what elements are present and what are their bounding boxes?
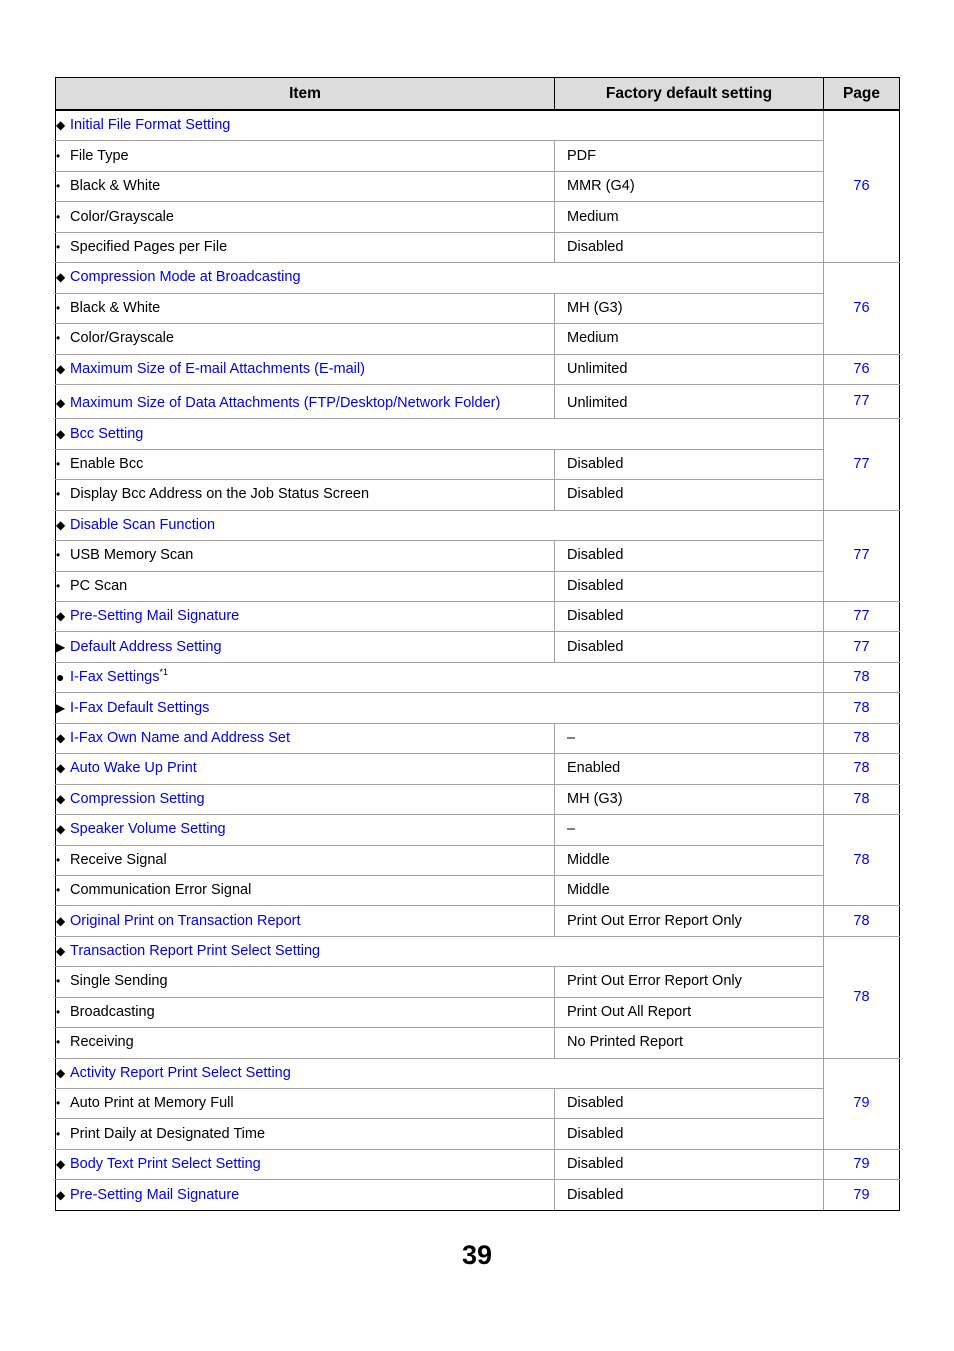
bullet-icon: • xyxy=(56,974,61,989)
setting-link[interactable]: I-Fax Own Name and Address Set xyxy=(70,729,291,746)
table-row xyxy=(56,754,900,784)
table-row xyxy=(56,693,900,723)
default-value: – xyxy=(555,723,824,753)
item-entry[interactable] xyxy=(56,608,554,625)
bullet-icon: • xyxy=(56,487,61,502)
default-value: MMR (G4) xyxy=(555,171,824,201)
item-cell xyxy=(56,662,824,692)
bullet-icon: • xyxy=(56,209,61,224)
setting-link[interactable]: Initial File Format Setting xyxy=(70,117,231,134)
page-link[interactable]: 77 xyxy=(824,602,900,632)
setting-link[interactable]: Maximum Size of Data Attachments (FTP/Desktop/Network Folder) xyxy=(70,395,501,412)
item-entry[interactable] xyxy=(56,913,554,930)
setting-label: Color/Grayscale xyxy=(70,208,174,225)
table-row xyxy=(56,354,900,384)
item-cell xyxy=(56,754,555,784)
diamond-icon: ◆ xyxy=(56,761,66,776)
item-cell xyxy=(56,354,555,384)
item-entry xyxy=(56,1034,554,1051)
item-entry[interactable] xyxy=(56,1187,554,1204)
item-cell xyxy=(56,906,555,936)
default-value: Enabled xyxy=(555,754,824,784)
item-cell xyxy=(56,384,555,418)
diamond-icon: ◆ xyxy=(56,730,66,745)
default-value: Medium xyxy=(555,202,824,232)
page-link[interactable]: 78 xyxy=(824,906,900,936)
setting-link[interactable]: Pre-Setting Mail Signature xyxy=(70,1186,240,1203)
bullet-icon: • xyxy=(56,1004,61,1019)
default-value: MH (G3) xyxy=(555,784,824,814)
setting-label: Broadcasting xyxy=(70,1003,155,1020)
item-cell xyxy=(56,324,555,354)
diamond-icon: ◆ xyxy=(56,791,66,806)
setting-link[interactable]: Activity Report Print Select Setting xyxy=(70,1064,291,1081)
item-entry[interactable] xyxy=(56,639,554,656)
table-row xyxy=(56,171,900,201)
page-link[interactable]: 78 xyxy=(824,662,900,692)
triangle-right-icon: ▶ xyxy=(56,700,66,715)
item-cell xyxy=(56,784,555,814)
table-row xyxy=(56,571,900,601)
item-entry[interactable] xyxy=(56,517,823,534)
table-row xyxy=(56,419,900,449)
item-cell xyxy=(56,632,555,662)
header-row xyxy=(56,78,900,111)
diamond-icon: ◆ xyxy=(56,517,66,532)
page-link[interactable]: 78 xyxy=(824,784,900,814)
table-row xyxy=(56,997,900,1027)
footnote-marker: *1 xyxy=(159,667,168,678)
item-entry xyxy=(56,973,554,990)
table-row xyxy=(56,293,900,323)
item-cell xyxy=(56,293,555,323)
default-value: Disabled xyxy=(555,541,824,571)
table-row xyxy=(56,632,900,662)
item-cell xyxy=(56,1119,555,1149)
bullet-icon: • xyxy=(56,179,61,194)
setting-label: USB Memory Scan xyxy=(70,547,194,564)
item-cell xyxy=(56,202,555,232)
default-value: Disabled xyxy=(555,1149,824,1179)
setting-link[interactable]: Pre-Setting Mail Signature xyxy=(70,608,240,625)
table-row xyxy=(56,815,900,845)
item-entry xyxy=(56,547,554,564)
diamond-icon: ◆ xyxy=(56,426,66,441)
item-entry[interactable] xyxy=(56,760,554,777)
item-cell xyxy=(56,141,555,171)
default-value: PDF xyxy=(555,141,824,171)
item-entry xyxy=(56,852,554,869)
setting-label: File Type xyxy=(70,147,129,164)
page-link[interactable]: 78 xyxy=(824,815,900,906)
bullet-icon: • xyxy=(56,331,61,346)
table-row xyxy=(56,449,900,479)
bullet-icon: • xyxy=(56,578,61,593)
table-row xyxy=(56,845,900,875)
setting-label: Black & White xyxy=(70,178,161,195)
setting-link[interactable]: I-Fax Settings xyxy=(70,669,160,686)
item-entry xyxy=(56,1095,554,1112)
default-value: Disabled xyxy=(555,1089,824,1119)
table-row xyxy=(56,1180,900,1210)
bullet-icon: • xyxy=(56,1126,61,1141)
item-cell xyxy=(56,1180,555,1210)
default-value: Print Out Error Report Only xyxy=(555,967,824,997)
item-cell xyxy=(56,845,555,875)
table-row xyxy=(56,936,900,966)
item-entry xyxy=(56,300,554,317)
header-default: Factory default setting xyxy=(555,78,824,111)
item-entry[interactable] xyxy=(56,1156,554,1173)
page-link[interactable]: 78 xyxy=(824,936,900,1058)
bullet-icon: • xyxy=(56,548,61,563)
table-row xyxy=(56,110,900,141)
setting-label: PC Scan xyxy=(70,577,128,594)
diamond-icon: ◆ xyxy=(56,1157,66,1172)
page-link[interactable]: 77 xyxy=(824,419,900,510)
item-cell xyxy=(56,1058,824,1088)
item-entry xyxy=(56,1004,554,1021)
item-cell xyxy=(56,997,555,1027)
item-entry[interactable] xyxy=(56,700,823,717)
diamond-icon: ◆ xyxy=(56,944,66,959)
page-number: 39 xyxy=(461,1240,493,1270)
item-entry[interactable] xyxy=(56,269,823,286)
default-value: Unlimited xyxy=(555,354,824,384)
setting-label: Single Sending xyxy=(70,973,168,990)
table-row xyxy=(56,480,900,510)
table-row xyxy=(56,1119,900,1149)
diamond-icon: ◆ xyxy=(56,1065,66,1080)
item-entry xyxy=(56,148,554,165)
setting-label: Color/Grayscale xyxy=(70,330,174,347)
setting-link[interactable]: Auto Wake Up Print xyxy=(70,760,197,777)
page-link[interactable]: 76 xyxy=(824,263,900,354)
table-row xyxy=(56,875,900,905)
table-row xyxy=(56,510,900,540)
page-link[interactable]: 79 xyxy=(824,1149,900,1179)
bullet-icon: • xyxy=(56,1096,61,1111)
default-value: Disabled xyxy=(555,1180,824,1210)
item-cell xyxy=(56,875,555,905)
default-value: – xyxy=(555,815,824,845)
table-row xyxy=(56,602,900,632)
setting-label: Enable Bcc xyxy=(70,456,144,473)
header-item: Item xyxy=(56,78,555,111)
item-entry xyxy=(56,178,554,195)
item-entry xyxy=(56,486,554,503)
default-value: No Printed Report xyxy=(555,1028,824,1058)
setting-label: Print Daily at Designated Time xyxy=(70,1125,266,1142)
setting-link[interactable]: Default Address Setting xyxy=(70,638,222,655)
default-value: MH (G3) xyxy=(555,293,824,323)
item-entry xyxy=(56,882,554,899)
item-cell xyxy=(56,171,555,201)
diamond-icon: ◆ xyxy=(56,609,66,624)
setting-label: Display Bcc Address on the Job Status Screen xyxy=(70,486,370,503)
diamond-icon: ◆ xyxy=(56,1187,66,1202)
item-cell xyxy=(56,602,555,632)
default-value: Unlimited xyxy=(555,384,824,418)
default-value: Disabled xyxy=(555,1119,824,1149)
page-link[interactable]: 79 xyxy=(824,1180,900,1210)
item-cell xyxy=(56,967,555,997)
bullet-icon: • xyxy=(56,239,61,254)
item-entry[interactable] xyxy=(56,791,554,808)
setting-label: Receiving xyxy=(70,1034,134,1051)
diamond-icon: ◆ xyxy=(56,913,66,928)
item-cell xyxy=(56,419,824,449)
settings-table xyxy=(55,77,900,1211)
setting-link[interactable]: Bcc Setting xyxy=(70,425,144,442)
table-row xyxy=(56,1149,900,1179)
table-row xyxy=(56,967,900,997)
setting-label: Specified Pages per File xyxy=(70,238,228,255)
table-row xyxy=(56,263,900,293)
table-row xyxy=(56,541,900,571)
item-entry[interactable] xyxy=(56,730,554,747)
setting-link[interactable]: I-Fax Default Settings xyxy=(70,699,210,716)
table-row xyxy=(56,784,900,814)
item-cell xyxy=(56,1028,555,1058)
default-value: Disabled xyxy=(555,480,824,510)
item-cell xyxy=(56,232,555,262)
item-cell xyxy=(56,510,824,540)
page-link[interactable]: 78 xyxy=(824,693,900,723)
table-body xyxy=(56,110,900,1210)
item-cell xyxy=(56,1089,555,1119)
diamond-icon: ◆ xyxy=(56,822,66,837)
item-entry[interactable] xyxy=(56,395,554,412)
setting-link[interactable]: Compression Setting xyxy=(70,790,205,807)
bullet-icon: • xyxy=(56,300,61,315)
item-cell xyxy=(56,263,824,293)
table-row xyxy=(56,1058,900,1088)
default-value: Disabled xyxy=(555,571,824,601)
setting-link[interactable]: Body Text Print Select Setting xyxy=(70,1156,261,1173)
default-value: Print Out All Report xyxy=(555,997,824,1027)
default-value: Disabled xyxy=(555,232,824,262)
item-cell xyxy=(56,110,824,141)
table-row xyxy=(56,723,900,753)
item-cell xyxy=(56,723,555,753)
header-page: Page xyxy=(824,78,900,111)
setting-label: Auto Print at Memory Full xyxy=(70,1095,234,1112)
item-entry[interactable] xyxy=(56,821,554,838)
item-cell xyxy=(56,449,555,479)
setting-label: Black & White xyxy=(70,299,161,316)
item-entry xyxy=(56,1126,554,1143)
page-link[interactable]: 78 xyxy=(824,723,900,753)
setting-link[interactable]: Maximum Size of E-mail Attachments (E-mail) xyxy=(70,360,365,377)
item-entry xyxy=(56,578,554,595)
item-entry[interactable] xyxy=(56,669,823,686)
default-value: Middle xyxy=(555,875,824,905)
default-value: Middle xyxy=(555,845,824,875)
item-cell xyxy=(56,815,555,845)
page-link[interactable]: 77 xyxy=(824,632,900,662)
item-entry[interactable] xyxy=(56,117,823,134)
table-row xyxy=(56,662,900,692)
default-value: Disabled xyxy=(555,449,824,479)
page-link[interactable]: 78 xyxy=(824,754,900,784)
default-value: Disabled xyxy=(555,602,824,632)
item-entry[interactable] xyxy=(56,943,823,960)
item-entry[interactable] xyxy=(56,426,823,443)
page-link[interactable]: 76 xyxy=(824,110,900,263)
triangle-right-icon: ▶ xyxy=(56,639,66,654)
table-row xyxy=(56,384,900,418)
bullet-icon: • xyxy=(56,883,61,898)
circle-bullet-icon: ● xyxy=(56,669,65,686)
table-row xyxy=(56,1028,900,1058)
page-link[interactable]: 77 xyxy=(824,384,900,418)
item-cell xyxy=(56,936,824,966)
default-value: Print Out Error Report Only xyxy=(555,906,824,936)
diamond-icon: ◆ xyxy=(56,361,66,376)
item-cell xyxy=(56,1149,555,1179)
setting-link[interactable]: Original Print on Transaction Report xyxy=(70,912,301,929)
item-entry xyxy=(56,209,554,226)
default-value: Disabled xyxy=(555,632,824,662)
page-link[interactable]: 77 xyxy=(824,510,900,601)
setting-label: Receive Signal xyxy=(70,851,167,868)
page-link[interactable]: 79 xyxy=(824,1058,900,1149)
item-entry xyxy=(56,239,554,256)
setting-link[interactable]: Compression Mode at Broadcasting xyxy=(70,269,301,286)
table-row xyxy=(56,1089,900,1119)
bullet-icon: • xyxy=(56,148,61,163)
diamond-icon: ◆ xyxy=(56,270,66,285)
setting-link[interactable]: Transaction Report Print Select Setting xyxy=(70,943,321,960)
bullet-icon: • xyxy=(56,852,61,867)
table-row xyxy=(56,202,900,232)
diamond-icon: ◆ xyxy=(56,118,66,133)
item-cell xyxy=(56,693,824,723)
table-row xyxy=(56,324,900,354)
bullet-icon: • xyxy=(56,457,61,472)
page-link[interactable]: 76 xyxy=(824,354,900,384)
item-entry[interactable] xyxy=(56,361,554,378)
diamond-icon: ◆ xyxy=(56,396,66,411)
item-cell xyxy=(56,571,555,601)
default-value: Medium xyxy=(555,324,824,354)
setting-label: Communication Error Signal xyxy=(70,882,252,899)
item-entry xyxy=(56,330,554,347)
setting-link[interactable]: Disable Scan Function xyxy=(70,516,216,533)
item-entry[interactable] xyxy=(56,1065,823,1082)
table-row xyxy=(56,141,900,171)
table-row xyxy=(56,232,900,262)
item-cell xyxy=(56,480,555,510)
item-cell xyxy=(56,541,555,571)
item-entry xyxy=(56,456,554,473)
bullet-icon: • xyxy=(56,1035,61,1050)
table-row xyxy=(56,906,900,936)
setting-link[interactable]: Speaker Volume Setting xyxy=(70,821,226,838)
